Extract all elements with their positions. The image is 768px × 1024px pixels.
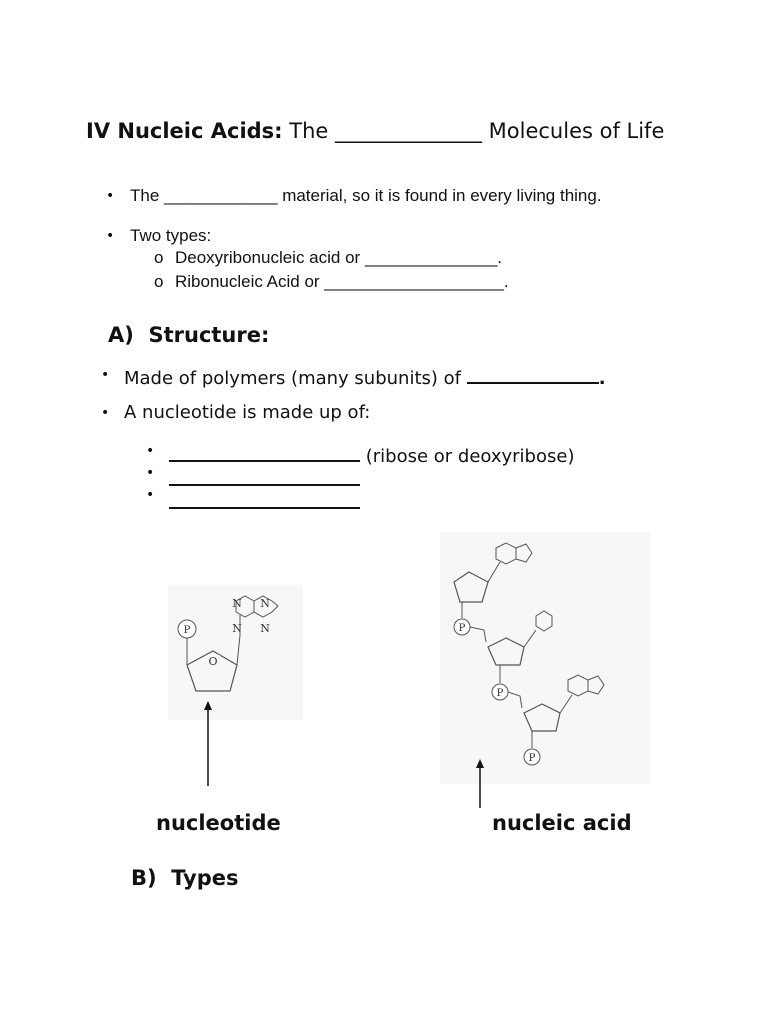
nucleotide-part-3 bbox=[169, 487, 360, 514]
nucleic-acid-caption: nucleic acid bbox=[492, 811, 632, 835]
phosphate-label: P bbox=[496, 688, 504, 699]
structure-heading: A) Structure: bbox=[108, 323, 270, 347]
blank-line bbox=[169, 464, 360, 486]
blank-line bbox=[169, 440, 360, 462]
polymers-text: Made of polymers (many subunits) of bbox=[124, 368, 467, 389]
structure-bullet-nucleotide: A nucleotide is made up of: bbox=[124, 402, 371, 423]
nucleotide-diagram bbox=[168, 585, 303, 720]
sub-bullet-marker: o bbox=[154, 272, 164, 291]
bullet-dot: • bbox=[146, 487, 155, 503]
nucleic-acid-diagram bbox=[440, 532, 650, 784]
nucleotide-caption: nucleotide bbox=[156, 811, 281, 835]
bullet-dot: • bbox=[101, 405, 110, 421]
title-rest: The ______________ Molecules of Life bbox=[282, 119, 665, 143]
page-title bbox=[86, 118, 706, 145]
types-heading: B) Types bbox=[131, 866, 239, 890]
nitrogen-label: N bbox=[232, 597, 242, 610]
title-bold: IV Nucleic Acids: bbox=[86, 119, 283, 143]
phosphate-label: P bbox=[183, 625, 191, 636]
nucleic-acid-arrow bbox=[472, 758, 488, 810]
phosphate-label: P bbox=[458, 623, 466, 634]
diagram-background bbox=[440, 532, 650, 784]
type-rna: Ribonucleic Acid or ___________________. bbox=[175, 272, 509, 291]
polymers-period: . bbox=[598, 368, 606, 389]
bullet-dot: • bbox=[106, 188, 115, 204]
bullet-dot: • bbox=[101, 367, 110, 383]
bullet-dot: • bbox=[106, 228, 115, 244]
nitrogen-label: N bbox=[232, 622, 242, 635]
type-dna: Deoxyribonucleic acid or ______________. bbox=[175, 248, 503, 267]
structure-bullet-polymers bbox=[124, 364, 606, 389]
blank-line bbox=[467, 364, 599, 384]
sugar-hint: (ribose or deoxyribose) bbox=[360, 446, 575, 467]
intro-bullet-two-types: Two types: bbox=[130, 226, 212, 245]
sub-bullet-marker: o bbox=[154, 248, 164, 267]
bullet-dot: • bbox=[146, 465, 155, 481]
phosphate-label: P bbox=[528, 753, 536, 764]
nucleotide-arrow bbox=[200, 700, 216, 788]
bullet-dot: • bbox=[146, 443, 155, 459]
nucleotide-part-sugar bbox=[169, 440, 574, 467]
intro-bullet-material: The ____________ material, so it is found in every living thing. bbox=[130, 186, 602, 205]
nitrogen-label: N bbox=[260, 622, 270, 635]
nitrogen-label: N bbox=[260, 597, 270, 610]
sugar-oxygen-label: O bbox=[208, 655, 218, 668]
blank-line bbox=[169, 487, 360, 509]
